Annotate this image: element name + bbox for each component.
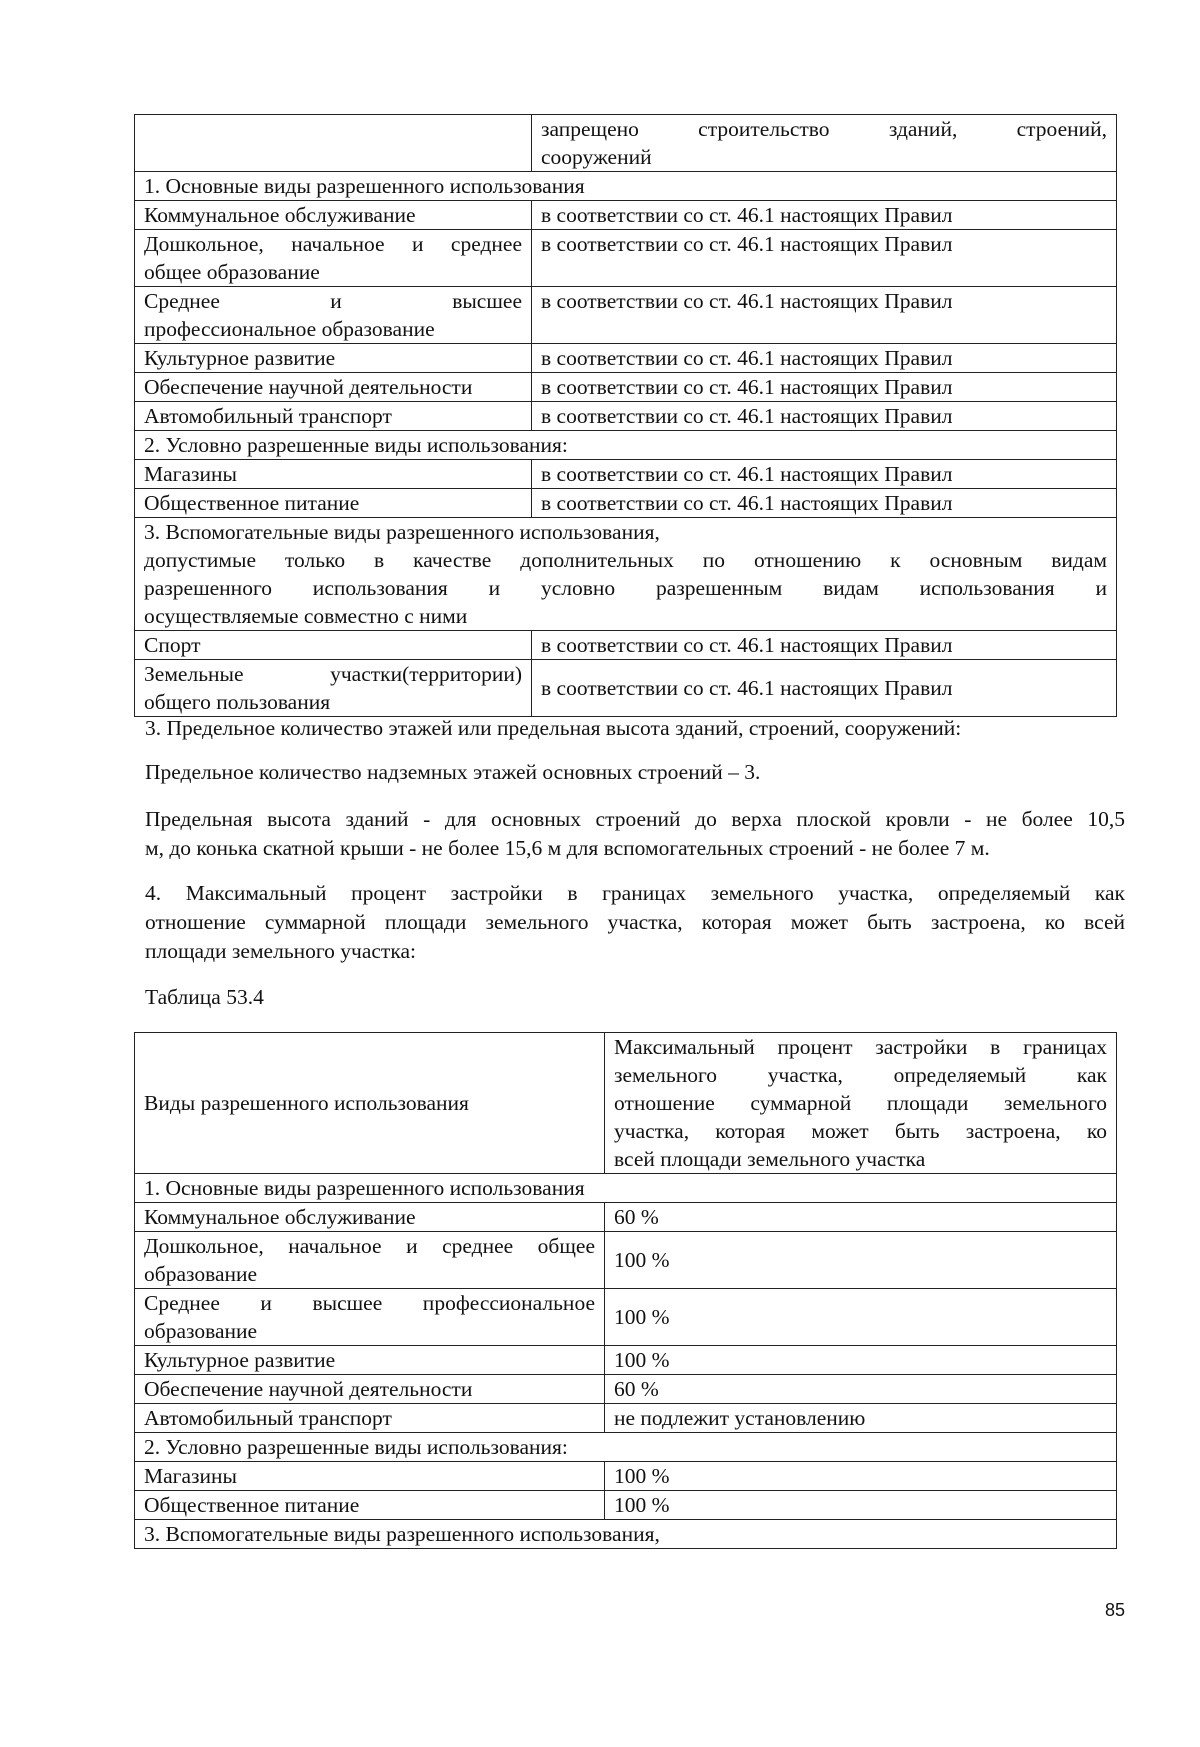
use-value: в соответствии со ст. 46.1 настоящих Правил — [532, 287, 1117, 344]
cell-text: осуществляемые совместно с ними — [144, 604, 468, 628]
section-row — [135, 518, 1117, 631]
cell-text: Среднее и высшее — [144, 289, 522, 313]
coverage-value: 100 % — [605, 1491, 1117, 1520]
header-text: Максимальный процент застройки в границах — [614, 1035, 1107, 1059]
section-row — [135, 1520, 1117, 1549]
table-row — [135, 1203, 1117, 1232]
cell-text: образование — [144, 1319, 258, 1343]
coverage-value: 100 % — [605, 1289, 1117, 1346]
table-row — [135, 1462, 1117, 1491]
section-row — [135, 431, 1117, 460]
use-value: в соответствии со ст. 46.1 настоящих Правил — [532, 344, 1117, 373]
coverage-value: 60 % — [605, 1203, 1117, 1232]
use-name: Общественное питание — [135, 489, 532, 518]
coverage-table — [134, 1032, 1117, 1549]
use-value: в соответствии со ст. 46.1 настоящих Правил — [532, 201, 1117, 230]
use-value: в соответствии со ст. 46.1 настоящих Правил — [532, 460, 1117, 489]
table-row — [135, 115, 1117, 172]
table-row — [135, 631, 1117, 660]
use-name: Спорт — [135, 631, 532, 660]
use-name — [135, 287, 532, 344]
use-value: в соответствии со ст. 46.1 настоящих Правил — [532, 230, 1117, 287]
section-heading: 2. Условно разрешенные виды использования: — [135, 431, 1117, 460]
use-name — [135, 230, 532, 287]
table-row — [135, 1491, 1117, 1520]
paragraph-line: отношение суммарной площади земельного участка, которая может быть застроена, ко всей — [145, 910, 1125, 934]
use-name — [135, 1289, 605, 1346]
coverage-value: 60 % — [605, 1375, 1117, 1404]
header-text: отношение суммарной площади земельного — [614, 1091, 1107, 1115]
use-name: Магазины — [135, 1462, 605, 1491]
use-value: в соответствии со ст. 46.1 настоящих Правил — [532, 489, 1117, 518]
use-name: Магазины — [135, 460, 532, 489]
use-name: Культурное развитие — [135, 1346, 605, 1375]
paragraph-line: м, до конька скатной крыши - не более 15,6 м для вспомогательных строений - не более 7 м. — [145, 836, 990, 860]
column-header-use: Виды разрешенного использования — [135, 1033, 605, 1174]
use-value: в соответствии со ст. 46.1 настоящих Правил — [532, 402, 1117, 431]
permitted-use-table — [134, 114, 1117, 717]
cell-text: 3. Вспомогательные виды разрешенного использования, — [144, 520, 660, 544]
header-row — [135, 1033, 1117, 1174]
paragraph-line: площади земельного участка: — [145, 939, 416, 963]
table-row — [135, 1375, 1117, 1404]
table-row — [135, 660, 1117, 717]
cell-text: запрещено строительство зданий, строений, — [541, 117, 1107, 141]
table-row — [135, 1404, 1117, 1433]
section-row — [135, 1174, 1117, 1203]
use-name: Общественное питание — [135, 1491, 605, 1520]
paragraph-max-coverage — [145, 879, 1125, 966]
table-row — [135, 287, 1117, 344]
paragraph-line: 4. Максимальный процент застройки в границах земельного участка, определяемый как — [145, 881, 1125, 905]
section-heading — [135, 518, 1117, 631]
coverage-value: 100 % — [605, 1462, 1117, 1491]
cell-text: общего пользования — [144, 690, 331, 714]
cell-text: сооружений — [541, 145, 652, 169]
use-name: Обеспечение научной деятельности — [135, 373, 532, 402]
paragraph-floors-heading: 3. Предельное количество этажей или предельная высота зданий, строений, сооружений: — [145, 716, 962, 740]
section-row — [135, 172, 1117, 201]
use-name: Обеспечение научной деятельности — [135, 1375, 605, 1404]
table-row — [135, 373, 1117, 402]
use-name — [135, 660, 532, 717]
table-row — [135, 1289, 1117, 1346]
section-heading: 2. Условно разрешенные виды использования: — [135, 1433, 1117, 1462]
coverage-value: 100 % — [605, 1232, 1117, 1289]
use-value: в соответствии со ст. 46.1 настоящих Правил — [532, 373, 1117, 402]
section-heading: 1. Основные виды разрешенного использования — [135, 1174, 1117, 1203]
use-name: Автомобильный транспорт — [135, 1404, 605, 1433]
table-row — [135, 201, 1117, 230]
section-heading: 1. Основные виды разрешенного использования — [135, 172, 1117, 201]
table-row — [135, 489, 1117, 518]
table-row — [135, 344, 1117, 373]
table-row — [135, 460, 1117, 489]
use-value: в соответствии со ст. 46.1 настоящих Правил — [532, 660, 1117, 717]
section-heading: 3. Вспомогательные виды разрешенного использования, — [135, 1520, 1117, 1549]
cell-text: профессиональное образование — [144, 317, 435, 341]
cell-text: общее образование — [144, 260, 320, 284]
use-name: Автомобильный транспорт — [135, 402, 532, 431]
paragraph-building-height — [145, 805, 1125, 863]
table-row — [135, 1232, 1117, 1289]
cell-text: образование — [144, 1262, 258, 1286]
use-name: Культурное развитие — [135, 344, 532, 373]
section-row — [135, 1433, 1117, 1462]
table-row — [135, 1346, 1117, 1375]
table-cell — [532, 115, 1117, 172]
table-cell — [135, 115, 532, 172]
cell-text: разрешенного использования и условно разрешенным видам использования и — [144, 576, 1107, 600]
cell-text: Дошкольное, начальное и среднее общее — [144, 1234, 595, 1258]
cell-text: Среднее и высшее профессиональное — [144, 1291, 595, 1315]
use-name: Коммунальное обслуживание — [135, 201, 532, 230]
use-name: Коммунальное обслуживание — [135, 1203, 605, 1232]
header-text: участка, которая может быть застроена, ко — [614, 1119, 1107, 1143]
cell-text: Дошкольное, начальное и среднее — [144, 232, 522, 256]
paragraph-line: Предельная высота зданий - для основных строений до верха плоской кровли - не более 10,5 — [145, 807, 1125, 831]
header-text: всей площади земельного участка — [614, 1147, 926, 1171]
page-number: 85 — [1104, 1600, 1125, 1620]
cell-text: допустимые только в качестве дополнительных по отношению к основным видам — [144, 548, 1107, 572]
table-row — [135, 230, 1117, 287]
coverage-value: 100 % — [605, 1346, 1117, 1375]
cell-text: Земельные участки(территории) — [144, 662, 522, 686]
coverage-value: не подлежит установлению — [605, 1404, 1117, 1433]
paragraph-floors-count: Предельное количество надземных этажей основных строений – 3. — [145, 760, 761, 784]
header-text: земельного участка, определяемый как — [614, 1063, 1107, 1087]
column-header-coverage — [605, 1033, 1117, 1174]
table-caption: Таблица 53.4 — [145, 985, 264, 1009]
use-value: в соответствии со ст. 46.1 настоящих Правил — [532, 631, 1117, 660]
use-name — [135, 1232, 605, 1289]
table-row — [135, 402, 1117, 431]
